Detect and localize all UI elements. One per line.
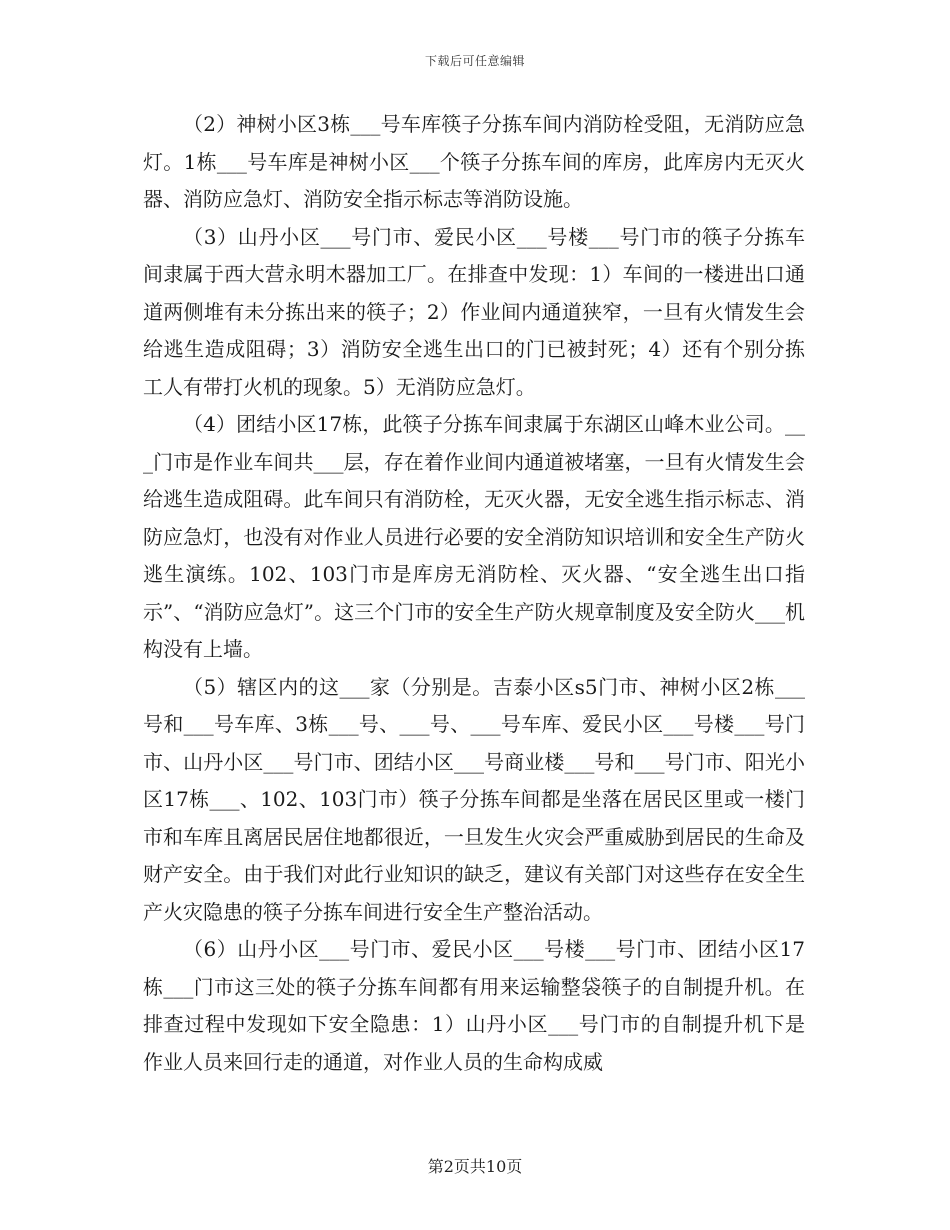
paragraph-6: （6）山丹小区___号门市、爱民小区___号楼___号门市、团结小区17栋___门市这三处的筷子分拣车间都有用来运输整袋筷子的自制提升机。在排查过程中发现如下安全隐患：1）山丹小区___号门市的自制提升机下是作业人员来回行走的通道，对作业人员的生命构成威 <box>143 937 805 1074</box>
paragraph-4: （4）团结小区17栋，此筷子分拣车间隶属于东湖区山峰木业公司。___门市是作业车间共___层，存在着作业间内通道被堵塞，一旦有火情发生会给逃生造成阻碍。此车间只有消防栓，无灭火器，无安全逃生指示标志、消防应急灯，也没有对作业人员进行必要的安全消防知识培训和安全生产防火逃生演练。102、103门市是库房无消防栓、灭火器、“安全逃生出口指示”、“消防应急灯”。这三个门市的安全生产防火规章制度及安全防火___机构没有上墙。 <box>143 412 805 661</box>
document-body <box>143 106 805 1081</box>
paragraph-5: （5）辖区内的这___家（分别是。吉泰小区s5门市、神树小区2栋___号和___号车库、3栋___号、___号、___号车库、爱民小区___号楼___号门市、山丹小区___号门市、团结小区___号商业楼___号和___号门市、阳光小区17栋___、102、103门市）筷子分拣车间都是坐落在居民区里或一楼门市和车库且离居民居住地都很近，一旦发生火灾会严重威胁到居民的生命及财产安全。由于我们对此行业知识的缺乏，建议有关部门对这些存在安全生产火灾隐患的筷子分拣车间进行安全生产整治活动。 <box>143 674 805 924</box>
paragraph-3: （3）山丹小区___号门市、爱民小区___号楼___号门市的筷子分拣车间隶属于西大营永明木器加工厂。在排查中发现：1）车间的一楼进出口通道两侧堆有未分拣出来的筷子；2）作业间内通道狭窄，一旦有火情发生会给逃生造成阻碍；3）消防安全逃生出口的门已被封死；4）还有个别分拣工人有带打火机的现象。5）无消防应急灯。 <box>143 224 805 399</box>
page-header: 下载后可任意编辑 <box>424 54 525 68</box>
paragraph-2: （2）神树小区3栋___号车库筷子分拣车间内消防栓受阻，无消防应急灯。1栋___号车库是神树小区___个筷子分拣车间的库房，此库房内无灭火器、消防应急灯、消防安全指示标志等消防设施。 <box>143 112 805 211</box>
page-number: 第2页共10页 <box>427 1157 523 1176</box>
